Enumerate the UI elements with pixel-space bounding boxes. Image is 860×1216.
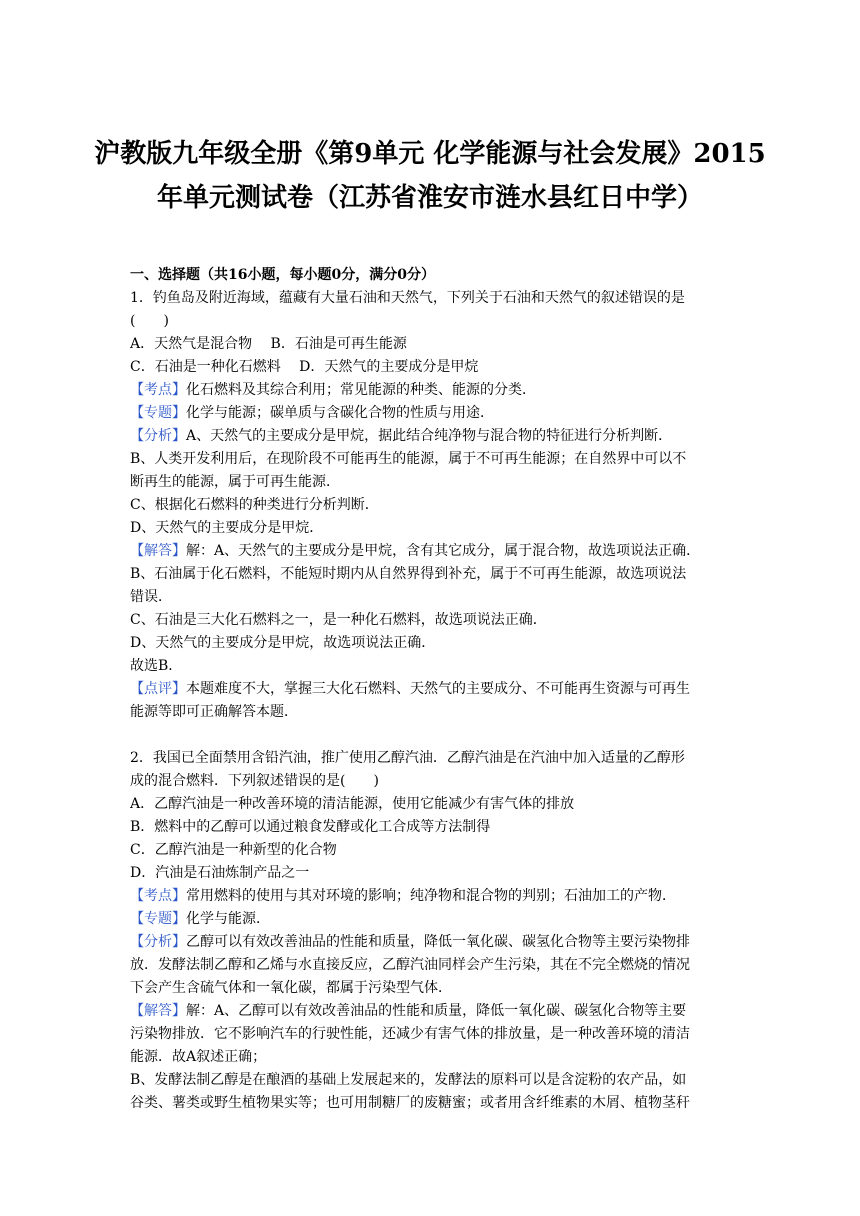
q2-option-c: C．乙醇汽油是一种新型的化合物 (130, 842, 337, 858)
document-body (130, 264, 730, 1115)
question-1 (130, 287, 730, 724)
q2-option-b: B．燃料中的乙醇可以通过粮食发酵或化工合成等方法制得 (130, 819, 491, 835)
q1-fenxi-line-5: D、天然气的主要成分是甲烷． (130, 520, 324, 536)
q2-option-a: A．乙醇汽油是一种改善环境的清洁能源，使用它能减少有害气体的排放 (130, 796, 575, 812)
q2-stem-line-1: 2．我国已全面禁用含铅汽油，推广使用乙醇汽油．乙醇汽油是在汽油中加入适量的乙醇形 (130, 750, 685, 766)
q1-jieda-line-2: B、石油属于化石燃料，不能短时期内从自然界得到补充，属于不可再生能源，故选项说法 (130, 566, 687, 582)
q1-jieda-line-1: 解：A、天然气的主要成分是甲烷，含有其它成分，属于混合物，故选项说法正确． (186, 543, 701, 559)
q2-fenxi-line-2: 放．发酵法制乙醇和乙烯与水直接反应，乙醇汽油同样会产生污染，其在不完全燃烧的情况 (130, 957, 690, 973)
q1-dianping-line-2: 能源等即可正确解答本题． (130, 704, 298, 720)
q2-jieda-line-1: 解：A、乙醇可以有效改善油品的性能和质量，降低一氧化碳、碳氢化合物等主要 (186, 1003, 687, 1019)
q2-jieda-line-5: 谷类、薯类或野生植物果实等；也可用制糖厂的废糖蜜；或者用含纤维素的木屑、植物茎秆 (130, 1095, 690, 1111)
q1-stem-line-1: 1．钓鱼岛及附近海域，蕴藏有大量石油和天然气，下列关于石油和天然气的叙述错误的是 (130, 290, 685, 306)
section-header: 一、选择题（共16小题，每小题0分，满分0分） (130, 267, 435, 283)
title-line-2: 年单元测试卷（江苏省淮安市涟水县红日中学） (156, 183, 703, 213)
fenxi-tag: 【分析】 (130, 934, 186, 950)
q2-kaodian (130, 885, 730, 908)
q1-dianping (130, 678, 730, 701)
q2-jieda-line-4: B、发酵法制乙醇是在酿酒的基础上发展起来的，发酵法的原料可以是含淀粉的农产品，如 (130, 1072, 687, 1088)
dianping-tag: 【点评】 (130, 681, 186, 697)
kaodian-tag: 【考点】 (130, 888, 186, 904)
q1-jieda-line-4: C、石油是三大化石燃料之一，是一种化石燃料，故选项说法正确． (130, 612, 547, 628)
fenxi-tag: 【分析】 (130, 428, 186, 444)
q1-zhuanti (130, 402, 730, 425)
question-2 (130, 747, 730, 1115)
q2-zhuanti-text: 化学与能源． (186, 911, 270, 927)
q1-jieda-line-5: D、天然气的主要成分是甲烷，故选项说法正确． (130, 635, 436, 651)
q2-kaodian-text: 常用燃料的使用与其对环境的影响；纯净物和混合物的判别；石油加工的产物． (186, 888, 676, 904)
q1-zhuanti-text: 化学与能源；碳单质与含碳化合物的性质与用途． (186, 405, 494, 421)
q1-jieda-line-3: 错误． (130, 589, 172, 605)
q1-kaodian (130, 379, 730, 402)
kaodian-tag: 【考点】 (130, 382, 186, 398)
q1-fenxi-line-1: A、天然气的主要成分是甲烷，据此结合纯净物与混合物的特征进行分析判断． (186, 428, 673, 444)
jieda-tag: 【解答】 (130, 543, 186, 559)
q1-dianping-line-1: 本题难度不大，掌握三大化石燃料、天然气的主要成分、不可能再生资源与可再生 (186, 681, 690, 697)
q1-kaodian-text: 化石燃料及其综合利用；常见能源的种类、能源的分类． (186, 382, 536, 398)
question-spacer (130, 724, 730, 747)
q2-jieda (130, 1000, 730, 1023)
zhuanti-tag: 【专题】 (130, 911, 186, 927)
zhuanti-tag: 【专题】 (130, 405, 186, 421)
q1-fenxi-line-4: C、根据化石燃料的种类进行分析判断． (130, 497, 379, 513)
q2-fenxi-line-1: 乙醇可以有效改善油品的性能和质量，降低一氧化碳、碳氢化合物等主要污染物排 (186, 934, 690, 950)
q2-jieda-line-3: 能源．故A叙述正确； (130, 1049, 267, 1065)
q2-jieda-line-2: 污染物排放．它不影响汽车的行驶性能，还减少有害气体的排放量，是一种改善环境的清洁 (130, 1026, 690, 1042)
q1-stem-line-2: ( ) (130, 313, 169, 329)
q1-options-line-1: A．天然气是混合物 B．石油是可再生能源 (130, 336, 407, 352)
title-line-1: 沪教版九年级全册《第9单元 化学能源与社会发展》2015 (94, 139, 766, 169)
q1-options-line-2: C．石油是一种化石燃料 D．天然气的主要成分是甲烷 (130, 359, 479, 375)
document-title (0, 132, 860, 220)
q1-fenxi (130, 425, 730, 448)
q1-jieda (130, 540, 730, 563)
q2-stem-line-2: 成的混合燃料．下列叙述错误的是( ) (130, 773, 379, 789)
q1-fenxi-line-3: 断再生的能源，属于可再生能源． (130, 474, 340, 490)
q2-option-d: D．汽油是石油炼制产品之一 (130, 865, 310, 881)
q2-zhuanti (130, 908, 730, 931)
q1-jieda-line-6: 故选B． (130, 658, 183, 674)
q2-fenxi-line-3: 下会产生含硫气体和一氧化碳，都属于污染型气体． (130, 980, 452, 996)
q1-fenxi-line-2: B、人类开发利用后，在现阶段不可能再生的能源，属于不可再生能源；在自然界中可以不 (130, 451, 687, 467)
jieda-tag: 【解答】 (130, 1003, 186, 1019)
q2-fenxi (130, 931, 730, 954)
